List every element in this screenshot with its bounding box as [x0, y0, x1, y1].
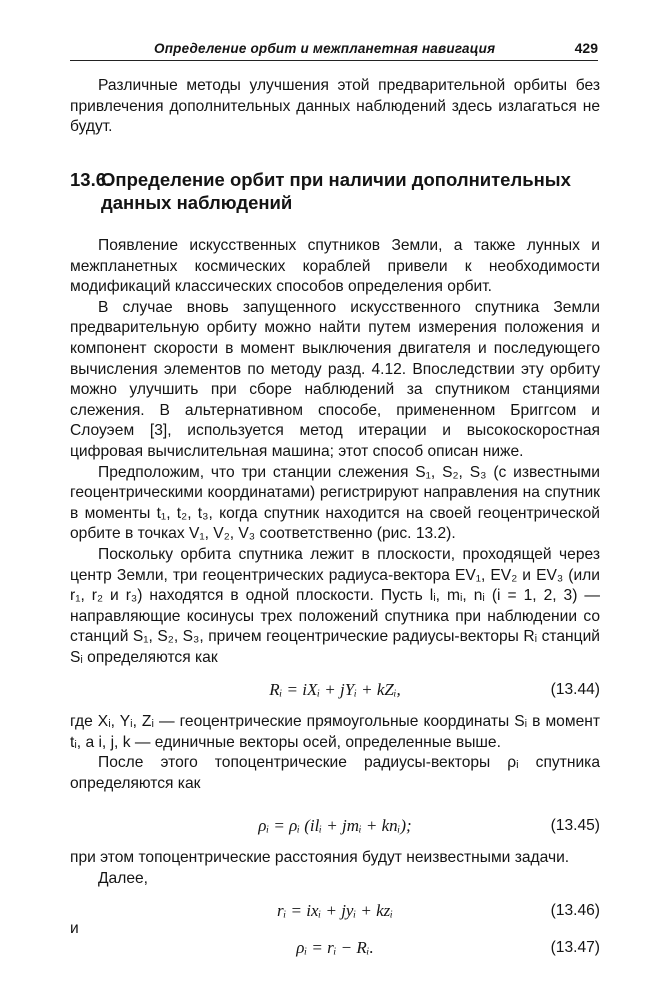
intro-block	[70, 76, 600, 138]
equation-13-45	[70, 816, 600, 840]
running-header	[70, 40, 598, 61]
intro-paragraph: Различные методы улучшения этой предварительной орбиты без привлечения дополнительных данных наблюдений здесь излагаться не будут.	[70, 77, 600, 136]
equation-formula: ρᵢ = rᵢ − Rᵢ.	[296, 938, 374, 957]
equation-formula: Rᵢ = iXᵢ + jYᵢ + kZᵢ,	[269, 680, 401, 699]
paragraph-5: где Xᵢ, Yᵢ, Zᵢ — геоцентрические прямоугольные координаты Sᵢ в момент tᵢ, а i, j, k — единичные векторы осей, определенные выше.	[70, 713, 600, 751]
text-block-2	[70, 712, 600, 794]
equation-number: (13.45)	[550, 817, 600, 834]
paragraph-2: В случае вновь запущенного искусственного спутника Земли предварительную орбиту можно найти путем измерения положения и компонент скорости в момент выключения двигателя и последующего вычисления элементов по методу разд. 4.12. Впоследствии эту орбиту можно улучшить при сборе наблюдений за спутником станциями слежения. В альтернативном способе, примененном Бриггсом и Слоуэем [3], используется метод итерации и высокоскоростная цифровая вычислительная машина; этот способ описан ниже.	[70, 298, 600, 460]
text-block-3	[70, 848, 600, 889]
section-title-line2: данных наблюдений	[101, 192, 293, 213]
paragraph-7: при этом топоцентрические расстояния будут неизвестными задачи.	[70, 849, 570, 866]
section-heading	[70, 168, 600, 214]
paragraph-8: Далее,	[98, 869, 149, 887]
running-title: Определение орбит и межпланетная навигация	[154, 41, 496, 56]
equation-13-44	[70, 680, 600, 704]
paragraph-6: После этого топоцентрические радиусы-векторы ρᵢ спутника определяются как	[70, 754, 600, 792]
section-title-line1: Определение орбит при наличии дополнительных	[101, 169, 571, 190]
main-text-block	[70, 236, 600, 668]
paragraph-3: Предположим, что три станции слежения S₁, S₂, S₃ (с известными геоцентрическими координатами) регистрируют направления на спутник в моменты t₁, t₂, t₃, когда спутник находится на своей геоцентрической орбите в точках V₁, V₂, V₃ соответственно (рис. 13.2).	[70, 463, 600, 543]
paragraph-1: Появление искусственных спутников Земли, а также лунных и межпланетных космических кораблей привели к необходимости модификаций классических способов определения орбит.	[70, 237, 600, 296]
equation-number: (13.46)	[550, 902, 600, 919]
equation-13-46	[70, 901, 600, 925]
equation-number: (13.47)	[550, 939, 600, 956]
equation-formula: rᵢ = ixᵢ + jyᵢ + kzᵢ	[277, 901, 393, 920]
equation-number: (13.44)	[550, 681, 600, 698]
equation-formula: ρᵢ = ρᵢ (ilᵢ + jmᵢ + knᵢ);	[258, 816, 412, 835]
conjunction: и	[70, 920, 79, 937]
section-number: 13.6.	[70, 169, 112, 190]
paragraph-4: Поскольку орбита спутника лежит в плоскости, проходящей через центр Земли, три геоцентрических радиуса-вектора EV₁, EV₂ и EV₃ (или r₁, r₂ и r₃) находятся в одной плоскости. Пусть lᵢ, mᵢ, nᵢ (i = 1, 2, 3) — направляющие косинусы трех положений спутника при наблюдении со станций S₁, S₂, S₃, причем геоцентрические радиусы-векторы Rᵢ станций Sᵢ определяются как	[70, 545, 600, 666]
page-number: 429	[574, 40, 598, 56]
equation-13-47	[70, 938, 600, 962]
